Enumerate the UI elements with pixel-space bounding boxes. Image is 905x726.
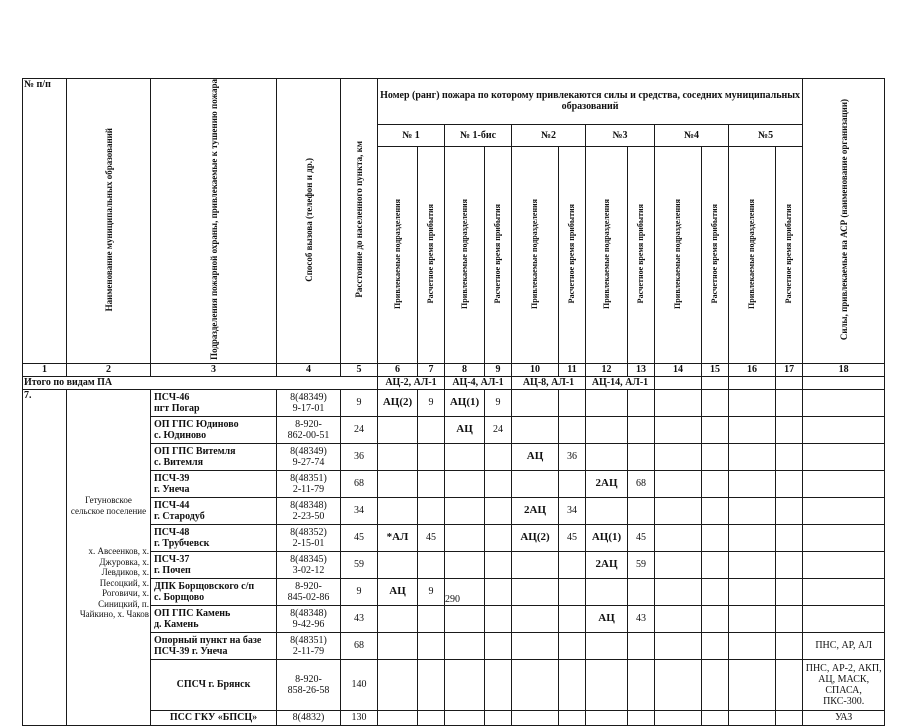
table-row	[23, 524, 885, 551]
distance-cell: 34	[341, 497, 378, 524]
arrival-time-cell	[559, 632, 586, 659]
call-cell	[277, 389, 341, 416]
header-call: Способ вызова (телефон и др.)	[277, 79, 341, 364]
column-number: 12	[586, 363, 628, 376]
arrival-time-cell: 45	[559, 524, 586, 551]
rank-units-cell	[655, 389, 702, 416]
distance-cell: 9	[341, 578, 378, 605]
call-cell	[277, 551, 341, 578]
arrival-time-cell	[776, 416, 803, 443]
rank-units-cell	[729, 443, 776, 470]
unit-cell	[151, 470, 277, 497]
column-number: 11	[559, 363, 586, 376]
rank-units-cell	[586, 443, 628, 470]
forces-cell	[803, 443, 885, 470]
rank-units-cell	[378, 605, 418, 632]
arrival-time-cell	[702, 416, 729, 443]
rank-units-cell	[655, 659, 702, 710]
phone-number: 8(48351)	[290, 472, 327, 484]
rank-units-cell	[729, 632, 776, 659]
rank-units-cell	[655, 551, 702, 578]
arrival-time-cell	[702, 497, 729, 524]
call-cell	[277, 497, 341, 524]
forces-cell	[803, 497, 885, 524]
arrival-time-cell	[702, 389, 729, 416]
phone-number: 8(48345)	[290, 553, 327, 565]
rank-units-cell	[512, 659, 559, 710]
municipality-cell	[67, 389, 151, 725]
arrival-time-cell	[776, 389, 803, 416]
forces-cell	[803, 389, 885, 416]
rank-units-cell	[378, 497, 418, 524]
rank-units-cell	[729, 524, 776, 551]
arrival-time-cell	[628, 389, 655, 416]
arrival-time-cell	[418, 470, 445, 497]
header-rank: Номер (ранг) пожара по которому привлекаются силы и средства, соседних муниципальных образований	[378, 79, 803, 125]
rank-units-cell: АЦ	[378, 578, 418, 605]
unit-cell	[151, 416, 277, 443]
rank-units-cell	[445, 710, 485, 725]
arrival-time-cell	[485, 659, 512, 710]
forces-cell	[803, 524, 885, 551]
arrival-time-cell	[559, 551, 586, 578]
rank-units-cell	[445, 632, 485, 659]
sub-header-time: Расчетное время прибытия	[702, 147, 729, 363]
rank-units-cell	[445, 551, 485, 578]
sub-header-units: Привлекаемые подразделения	[378, 147, 418, 363]
phone-number: 8-920-	[295, 418, 322, 430]
phone-number: 2-23-50	[292, 510, 325, 522]
arrival-time-cell	[418, 605, 445, 632]
arrival-time-cell	[485, 710, 512, 725]
rank-units-cell	[378, 470, 418, 497]
settlement-list: х. Авсеенков, х. Джуровка, х. Левдиков, х. Песоцкий, х. Роговичи, х. Синицкий, п. Чайкино, х. Чаков	[79, 546, 149, 620]
table-row	[23, 416, 885, 443]
arrival-time-cell	[776, 470, 803, 497]
arrival-time-cell	[776, 497, 803, 524]
column-number: 15	[702, 363, 729, 376]
totals-r1bis: АЦ-4, АЛ-1	[445, 376, 512, 389]
rank-units-cell	[655, 524, 702, 551]
rank-header: №4	[655, 124, 729, 147]
column-number: 6	[378, 363, 418, 376]
unit-name: СПСЧ г. Брянск	[176, 679, 251, 691]
rank-units-cell	[512, 470, 559, 497]
rank-header: № 1	[378, 124, 445, 147]
distance-cell: 68	[341, 470, 378, 497]
call-cell	[277, 470, 341, 497]
column-number: 10	[512, 363, 559, 376]
call-cell	[277, 659, 341, 710]
sub-header-time: Расчетное время прибытия	[628, 147, 655, 363]
rank-units-cell	[378, 551, 418, 578]
unit-name: ПСЧ-44	[154, 499, 190, 511]
unit-name: ПСЧ-37	[154, 553, 190, 565]
rank-units-cell	[655, 632, 702, 659]
sub-header-time: Расчетное время прибытия	[485, 147, 512, 363]
unit-cell	[151, 443, 277, 470]
rank-units-cell	[445, 470, 485, 497]
unit-name: ПСЧ-39	[154, 472, 190, 484]
group-number: 7.	[23, 389, 67, 725]
phone-number: 9-27-74	[292, 456, 325, 468]
rank-units-cell	[512, 632, 559, 659]
column-number: 4	[277, 363, 341, 376]
distance-cell: 24	[341, 416, 378, 443]
header-forces: Силы, привлекаемые на АСР (наименование организации)	[803, 79, 885, 364]
totals-row	[23, 376, 885, 389]
unit-location: с. Юдиново	[154, 429, 207, 441]
column-number: 13	[628, 363, 655, 376]
rank-units-cell	[378, 416, 418, 443]
unit-cell	[151, 497, 277, 524]
municipality-name: Гетуновское сельское поселение	[70, 495, 147, 516]
rank-units-cell	[586, 416, 628, 443]
distance-cell: 36	[341, 443, 378, 470]
phone-number: 3-02-12	[292, 564, 325, 576]
arrival-time-cell: 59	[628, 551, 655, 578]
phone-number: 2-15-01	[292, 537, 325, 549]
arrival-time-cell	[418, 632, 445, 659]
arrival-time-cell	[702, 710, 729, 725]
arrival-time-cell	[559, 389, 586, 416]
rank-units-cell	[512, 605, 559, 632]
rank-units-cell: АЦ	[586, 605, 628, 632]
arrival-time-cell	[702, 659, 729, 710]
call-cell	[277, 524, 341, 551]
arrival-time-cell	[485, 605, 512, 632]
distance-cell: 59	[341, 551, 378, 578]
unit-location: г. Трубчевск	[154, 537, 210, 549]
arrival-time-cell	[485, 470, 512, 497]
unit-location: ПСЧ-39 г. Унеча	[154, 645, 228, 657]
unit-cell	[151, 551, 277, 578]
arrival-time-cell	[628, 443, 655, 470]
rank-units-cell	[445, 605, 485, 632]
rank-units-cell: 2АЦ	[586, 551, 628, 578]
rank-units-cell: *АЛ	[378, 524, 418, 551]
call-cell	[277, 443, 341, 470]
phone-number: 862-00-51	[287, 429, 330, 441]
distance-cell: 45	[341, 524, 378, 551]
rank-units-cell	[512, 389, 559, 416]
rank-units-cell	[586, 659, 628, 710]
rank-units-cell	[729, 710, 776, 725]
arrival-time-cell	[702, 470, 729, 497]
unit-name: ОП ГПС Витемля	[154, 445, 236, 457]
unit-name: Опорный пункт на базе	[154, 634, 262, 646]
arrival-time-cell	[559, 605, 586, 632]
unit-location: г. Унеча	[154, 483, 190, 495]
unit-name: ПСЧ-46	[154, 391, 190, 403]
rank-units-cell: 2АЦ	[586, 470, 628, 497]
arrival-time-cell	[628, 659, 655, 710]
rank-units-cell	[655, 416, 702, 443]
unit-cell	[151, 659, 277, 710]
rank-units-cell	[445, 524, 485, 551]
arrival-time-cell	[559, 659, 586, 710]
table-row	[23, 470, 885, 497]
arrival-time-cell	[702, 605, 729, 632]
unit-name: ОП ГПС Камень	[154, 607, 231, 619]
call-cell	[277, 632, 341, 659]
unit-name: ПСС ГКУ «БПСЦ»	[169, 712, 258, 724]
arrival-time-cell: 9	[418, 389, 445, 416]
phone-number: 9-42-96	[292, 618, 325, 630]
arrival-time-cell	[776, 551, 803, 578]
rank-units-cell	[655, 497, 702, 524]
header-units: Подразделения пожарной охраны, привлекаемые к тушению пожара	[151, 79, 277, 364]
deployment-table	[22, 78, 885, 726]
phone-number: 9-17-01	[292, 402, 325, 414]
arrival-time-cell	[418, 416, 445, 443]
arrival-time-cell	[485, 524, 512, 551]
table-row	[23, 659, 885, 710]
table-row	[23, 497, 885, 524]
arrival-time-cell	[776, 443, 803, 470]
rank-units-cell	[655, 710, 702, 725]
arrival-time-cell	[702, 524, 729, 551]
header-num: № п/п	[23, 79, 67, 364]
sub-header-units: Привлекаемые подразделения	[655, 147, 702, 363]
phone-number: 8(48348)	[290, 607, 327, 619]
sub-header-time: Расчетное время прибытия	[418, 147, 445, 363]
rank-units-cell: АЦ(2)	[378, 389, 418, 416]
rank-units-cell	[378, 659, 418, 710]
rank-units-cell	[729, 605, 776, 632]
rank-units-cell: АЦ(1)	[445, 389, 485, 416]
arrival-time-cell: 9	[418, 578, 445, 605]
arrival-time-cell	[628, 416, 655, 443]
phone-number: 8(48352)	[290, 526, 327, 538]
unit-location: д. Камень	[154, 618, 199, 630]
rank-units-cell	[512, 710, 559, 725]
unit-location: с. Витемля	[154, 456, 204, 468]
column-number: 3	[151, 363, 277, 376]
unit-cell	[151, 632, 277, 659]
distance-cell: 68	[341, 632, 378, 659]
arrival-time-cell	[418, 659, 445, 710]
arrival-time-cell	[559, 416, 586, 443]
rank-units-cell	[586, 632, 628, 659]
rank-units-cell	[586, 497, 628, 524]
arrival-time-cell	[776, 524, 803, 551]
rank-units-cell	[445, 659, 485, 710]
rank-units-cell	[378, 632, 418, 659]
arrival-time-cell: 43	[628, 605, 655, 632]
totals-r2: АЦ-8, АЛ-1	[512, 376, 586, 389]
forces-cell: ПНС, АР, АЛ	[803, 632, 885, 659]
arrival-time-cell: 9	[485, 389, 512, 416]
rank-units-cell	[729, 470, 776, 497]
header-municipality: Наименование муниципальных образований	[67, 79, 151, 364]
phone-number: 8-920-	[295, 673, 322, 685]
rank-units-cell	[512, 551, 559, 578]
arrival-time-cell	[485, 443, 512, 470]
arrival-time-cell	[628, 497, 655, 524]
call-cell	[277, 605, 341, 632]
column-number: 14	[655, 363, 702, 376]
arrival-time-cell	[776, 659, 803, 710]
arrival-time-cell: 45	[418, 524, 445, 551]
rank-units-cell	[445, 497, 485, 524]
forces-cell	[803, 470, 885, 497]
unit-name: ОП ГПС Юдиново	[154, 418, 239, 430]
unit-cell	[151, 710, 277, 725]
phone-number: 8(48348)	[290, 499, 327, 511]
arrival-time-cell	[628, 632, 655, 659]
rank-units-cell: АЦ	[445, 416, 485, 443]
table-row	[23, 710, 885, 725]
arrival-time-cell	[485, 632, 512, 659]
sub-header-time: Расчетное время прибытия	[559, 147, 586, 363]
arrival-time-cell	[702, 443, 729, 470]
rank-units-cell	[729, 659, 776, 710]
arrival-time-cell	[418, 551, 445, 578]
table-row	[23, 551, 885, 578]
phone-number: 8(48349)	[290, 391, 327, 403]
rank-header: №5	[729, 124, 803, 147]
table-row	[23, 632, 885, 659]
arrival-time-cell	[702, 551, 729, 578]
phone-number: 2-11-79	[292, 645, 325, 657]
totals-r1: АЦ-2, АЛ-1	[378, 376, 445, 389]
rank-header: № 1-бис	[445, 124, 512, 147]
rank-units-cell	[378, 710, 418, 725]
unit-location: г. Почеп	[154, 564, 191, 576]
arrival-time-cell	[485, 497, 512, 524]
phone-number: 8(4832)	[292, 712, 325, 724]
rank-units-cell	[729, 551, 776, 578]
sub-header-units: Привлекаемые подразделения	[445, 147, 485, 363]
sub-header-time: Расчетное время прибытия	[776, 147, 803, 363]
arrival-time-cell: 36	[559, 443, 586, 470]
unit-location: г. Стародуб	[154, 510, 205, 522]
call-cell	[277, 710, 341, 725]
arrival-time-cell	[418, 443, 445, 470]
unit-name: ДПК Борщовского с/п	[154, 580, 255, 592]
table-row	[23, 389, 885, 416]
distance-cell: 43	[341, 605, 378, 632]
call-cell	[277, 416, 341, 443]
arrival-time-cell	[776, 710, 803, 725]
arrival-time-cell	[418, 710, 445, 725]
arrival-time-cell: 68	[628, 470, 655, 497]
table-row	[23, 605, 885, 632]
column-number: 17	[776, 363, 803, 376]
arrival-time-cell	[418, 497, 445, 524]
column-number: 16	[729, 363, 776, 376]
arrival-time-cell	[559, 470, 586, 497]
unit-cell	[151, 605, 277, 632]
column-number: 18	[803, 363, 885, 376]
unit-location: пгт Погар	[154, 402, 200, 414]
rank-units-cell	[729, 416, 776, 443]
unit-cell	[151, 524, 277, 551]
rank-units-cell	[729, 389, 776, 416]
rank-units-cell	[655, 470, 702, 497]
unit-cell	[151, 389, 277, 416]
sub-header-units: Привлекаемые подразделения	[586, 147, 628, 363]
phone-number: 858-26-58	[287, 684, 330, 696]
distance-cell: 9	[341, 389, 378, 416]
header-distance: Расстояние до населенного пункта, км	[341, 79, 378, 364]
column-number: 9	[485, 363, 512, 376]
rank-units-cell: АЦ	[512, 443, 559, 470]
rank-units-cell: АЦ(1)	[586, 524, 628, 551]
phone-number: 2-11-79	[292, 483, 325, 495]
sub-header-units: Привлекаемые подразделения	[729, 147, 776, 363]
rank-units-cell	[655, 605, 702, 632]
rank-units-cell: АЦ(2)	[512, 524, 559, 551]
totals-r3: АЦ-14, АЛ-1	[586, 376, 655, 389]
rank-units-cell	[586, 389, 628, 416]
phone-number: 845-02-86	[287, 591, 330, 603]
arrival-time-cell: 34	[559, 497, 586, 524]
forces-cell	[803, 551, 885, 578]
totals-label: Итого по видам ПА	[23, 376, 378, 389]
rank-units-cell	[512, 416, 559, 443]
column-number: 7	[418, 363, 445, 376]
sub-header-units: Привлекаемые подразделения	[512, 147, 559, 363]
phone-number: 8-920-	[295, 580, 322, 592]
column-number: 5	[341, 363, 378, 376]
page-number: 290	[445, 594, 460, 605]
arrival-time-cell: 24	[485, 416, 512, 443]
rank-header: №2	[512, 124, 586, 147]
column-number: 1	[23, 363, 67, 376]
column-number: 8	[445, 363, 485, 376]
rank-units-cell	[445, 443, 485, 470]
column-number: 2	[67, 363, 151, 376]
arrival-time-cell	[628, 710, 655, 725]
forces-cell: УАЗ	[803, 710, 885, 725]
rank-header: №3	[586, 124, 655, 147]
distance-cell: 130	[341, 710, 378, 725]
unit-name: ПСЧ-48	[154, 526, 190, 538]
phone-number: 8(48349)	[290, 445, 327, 457]
rank-units-cell: 2АЦ	[512, 497, 559, 524]
arrival-time-cell	[485, 551, 512, 578]
forces-cell	[803, 605, 885, 632]
table-row	[23, 443, 885, 470]
forces-cell	[803, 416, 885, 443]
arrival-time-cell	[776, 632, 803, 659]
phone-number: 8(48351)	[290, 634, 327, 646]
rank-units-cell	[729, 497, 776, 524]
arrival-time-cell	[559, 710, 586, 725]
rank-units-cell	[378, 443, 418, 470]
forces-cell: ПНС, АР-2, АКП, АЦ, МАСК, СПАСА, ПКС-300.	[803, 659, 885, 710]
arrival-time-cell	[702, 632, 729, 659]
arrival-time-cell: 45	[628, 524, 655, 551]
rank-units-cell	[586, 710, 628, 725]
rank-units-cell	[655, 443, 702, 470]
column-number-row	[23, 363, 885, 376]
distance-cell: 140	[341, 659, 378, 710]
unit-location: с. Борщово	[154, 591, 205, 603]
arrival-time-cell	[776, 605, 803, 632]
